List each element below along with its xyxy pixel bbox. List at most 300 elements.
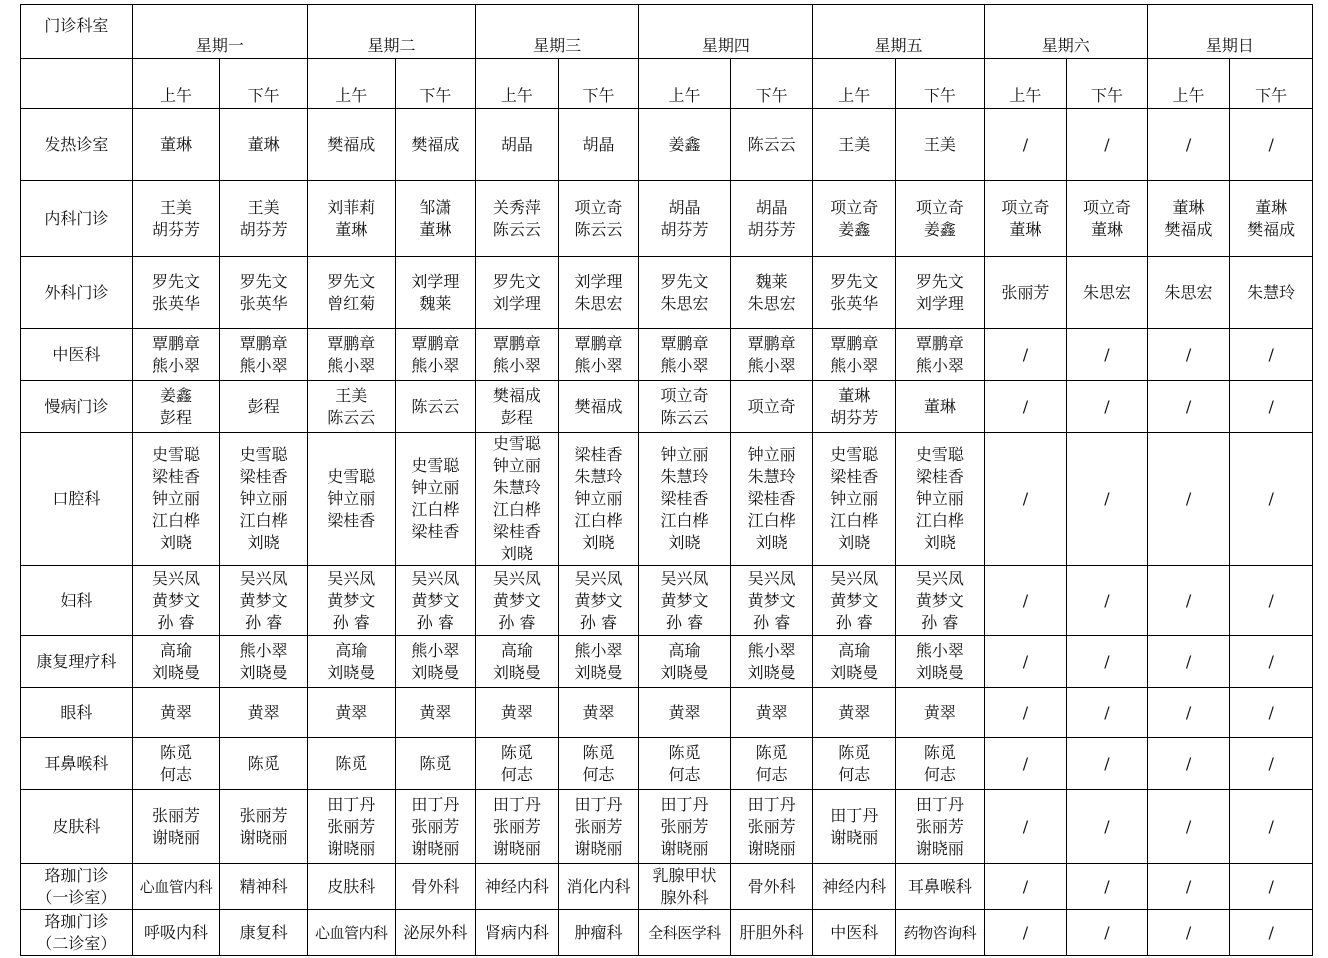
doctor-name: /: [1022, 590, 1029, 610]
doctor-name: 孙 睿: [498, 612, 536, 632]
doctor-name: 孙 睿: [157, 612, 195, 632]
schedule-cell: [132, 566, 220, 636]
schedule-cell: [395, 257, 476, 329]
schedule-cell: [896, 738, 985, 790]
day-header: 星期二: [307, 5, 475, 59]
doctor-name: 熊小翠: [152, 355, 201, 375]
dept-name-cell: [21, 910, 133, 956]
schedule-cell: [476, 790, 559, 864]
schedule-cell: [558, 381, 639, 433]
doctor-name: 康复科: [239, 922, 288, 942]
doctor-name: 谢晓丽: [411, 838, 460, 858]
doctor-name: 吴兴凤: [747, 568, 796, 588]
dept-name-cell: [21, 257, 133, 329]
doctor-name: 朱慧玲: [574, 467, 623, 486]
doctor-name: /: [1268, 134, 1274, 154]
schedule-cell: [984, 738, 1067, 790]
schedule-cell: [558, 566, 639, 636]
doctor-name: 何志: [160, 764, 193, 784]
schedule-cell: [1230, 109, 1313, 181]
doctor-name: 熊小翠: [660, 355, 709, 375]
schedule-cell: [476, 329, 559, 381]
schedule-cell: [896, 566, 985, 636]
schedule-cell: [307, 688, 395, 738]
schedule-cell: [1067, 329, 1148, 381]
doctor-name: 张丽芳: [411, 816, 460, 836]
doctor-name: 董琳: [1255, 197, 1288, 217]
schedule-cell: [220, 910, 308, 956]
doctor-name: 彭程: [160, 407, 193, 427]
doctor-name: 黄梦文: [574, 590, 623, 610]
doctor-name: 张英华: [830, 293, 879, 313]
schedule-cell: [639, 910, 731, 956]
doctor-name: 项立奇: [1001, 197, 1050, 217]
dept-name-line: 珞珈门诊: [44, 865, 109, 885]
dept-name-line: 发热诊室: [44, 134, 109, 154]
doctor-name: 熊小翠: [239, 640, 288, 660]
doctor-name: 姜鑫: [668, 134, 701, 154]
doctor-name: 董琳: [419, 219, 452, 239]
doctor-name: 刘晓曼: [411, 662, 460, 682]
schedule-cell: [395, 688, 476, 738]
doctor-name: /: [1268, 651, 1274, 671]
doctor-name: 张英华: [239, 293, 288, 313]
doctor-name: 孙 睿: [753, 612, 791, 632]
doctor-name: 钟立丽: [327, 489, 376, 508]
doctor-name: 黄梦文: [239, 590, 288, 610]
dept-name-line: 珞珈门诊: [44, 911, 109, 931]
doctor-name: 骨外科: [411, 876, 460, 896]
doctor-name: 梁桂香: [411, 522, 460, 541]
schedule-cell: [1230, 790, 1313, 864]
doctor-name: 谢晓丽: [492, 838, 541, 858]
doctor-name: 朱慧玲: [1247, 282, 1296, 302]
dept-name-line: 妇科: [60, 590, 93, 610]
doctor-name: 刘晓: [668, 533, 701, 552]
doctor-name: 项立奇: [574, 197, 623, 217]
doctor-name: 吴兴凤: [830, 568, 879, 588]
schedule-cell: [132, 790, 220, 864]
doctor-name: 黄梦文: [830, 590, 879, 610]
doctor-name: 陈云云: [660, 407, 709, 427]
day-header-row: [21, 5, 1313, 59]
doctor-name: 钟立丽: [152, 489, 201, 508]
doctor-name: 刘学理: [915, 293, 964, 313]
table-row: [21, 636, 1313, 688]
doctor-name: 项立奇: [660, 385, 709, 405]
schedule-cell: [1067, 790, 1148, 864]
doctor-name: 梁桂香: [574, 445, 623, 464]
schedule-cell: [558, 433, 639, 566]
doctor-name: 腺外科: [660, 887, 709, 907]
doctor-name: 肿瘤科: [574, 922, 623, 942]
doctor-name: /: [1022, 702, 1029, 722]
doctor-name: 熊小翠: [747, 355, 796, 375]
dept-name-line: 耳鼻喉科: [44, 753, 109, 773]
half-day-header-row: [21, 59, 1313, 109]
doctor-name: 乳腺甲状: [652, 865, 717, 885]
schedule-cell: [984, 257, 1067, 329]
schedule-cell: [730, 329, 813, 381]
schedule-cell: [395, 566, 476, 636]
doctor-name: 董琳: [247, 134, 280, 154]
doctor-name: 张丽芳: [1001, 282, 1050, 302]
doctor-name: 何志: [755, 764, 788, 784]
schedule-cell: [1147, 636, 1230, 688]
doctor-name: 孙 睿: [579, 612, 618, 632]
doctor-name: /: [1185, 396, 1192, 416]
schedule-cell: [984, 566, 1067, 636]
doctor-name: 高瑜: [838, 640, 871, 660]
schedule-cell: [220, 688, 308, 738]
doctor-name: 心血管内科: [315, 923, 388, 942]
dept-name-line: 眼科: [60, 702, 93, 722]
schedule-cell: [307, 566, 395, 636]
doctor-name: 谢晓丽: [747, 838, 796, 858]
table-row: [21, 738, 1313, 790]
schedule-cell: [1230, 181, 1313, 257]
doctor-name: 心血管内科: [139, 877, 213, 896]
doctor-name: 田丁丹: [492, 794, 541, 814]
schedule-cell: [476, 636, 559, 688]
schedule-cell: [896, 790, 985, 864]
schedule-cell: [1147, 181, 1230, 257]
doctor-name: 魏莱: [755, 271, 788, 291]
doctor-name: 田丁丹: [830, 805, 879, 825]
schedule-cell: [220, 790, 308, 864]
dept-name-line: （二诊室）: [36, 933, 117, 953]
doctor-name: 黄翠: [160, 702, 193, 722]
doctor-name: 王美: [838, 134, 871, 154]
doctor-name: 覃鹏章: [492, 333, 541, 353]
schedule-cell: [132, 433, 220, 566]
doctor-name: 王美: [923, 134, 956, 154]
dept-name-cell: [21, 566, 133, 636]
doctor-name: 何志: [668, 764, 701, 784]
schedule-cell: [1147, 910, 1230, 956]
doctor-name: /: [1268, 489, 1274, 508]
schedule-cell: [639, 181, 731, 257]
doctor-name: 曾红菊: [327, 293, 376, 313]
schedule-cell: [1230, 688, 1313, 738]
doctor-name: 黄翠: [755, 702, 788, 722]
schedule-cell: [813, 566, 896, 636]
schedule-cell: [220, 636, 308, 688]
schedule-cell: [984, 109, 1067, 181]
doctor-name: 田丁丹: [327, 794, 376, 814]
doctor-name: 刘菲莉: [327, 197, 376, 217]
schedule-cell: [307, 329, 395, 381]
doctor-name: 谢晓丽: [152, 827, 201, 847]
doctor-name: 刘晓: [755, 533, 788, 552]
schedule-cell: [730, 688, 813, 738]
doctor-name: 朱思宏: [747, 293, 796, 313]
doctor-name: 陈觅: [582, 742, 615, 762]
morning-header: 上午: [813, 59, 896, 109]
doctor-name: 刘学理: [574, 271, 623, 291]
schedule-cell: [639, 738, 731, 790]
doctor-name: 刘晓: [247, 533, 280, 552]
doctor-name: 精神科: [239, 876, 288, 896]
day-header: 星期五: [813, 5, 984, 59]
doctor-name: 刘晓曼: [239, 662, 288, 682]
doctor-name: 姜鑫: [923, 219, 956, 239]
doctor-name: 刘晓曼: [747, 662, 796, 682]
doctor-name: /: [1022, 922, 1029, 942]
doctor-name: 陈觅: [335, 753, 368, 773]
doctor-name: /: [1104, 590, 1110, 610]
doctor-name: 谢晓丽: [660, 838, 709, 858]
doctor-name: 胡芬芳: [747, 219, 796, 239]
doctor-name: 张丽芳: [492, 816, 541, 836]
schedule-cell: [984, 790, 1067, 864]
doctor-name: 泌尿外科: [403, 922, 468, 942]
schedule-cell: [813, 257, 896, 329]
schedule-cell: [395, 329, 476, 381]
dept-name-line: 外科门诊: [44, 282, 109, 302]
doctor-name: 罗先文: [660, 271, 709, 291]
doctor-name: 张丽芳: [915, 816, 964, 836]
doctor-name: /: [1185, 134, 1192, 154]
schedule-cell: [1147, 566, 1230, 636]
doctor-name: 江白桦: [915, 511, 964, 530]
doctor-name: 罗先文: [152, 271, 201, 291]
schedule-cell: [1067, 433, 1148, 566]
doctor-name: /: [1185, 876, 1192, 896]
doctor-name: 熊小翠: [327, 355, 376, 375]
doctor-name: 田丁丹: [660, 794, 709, 814]
doctor-name: 项立奇: [1082, 197, 1131, 217]
doctor-name: /: [1185, 489, 1192, 508]
doctor-name: 江白桦: [152, 511, 201, 530]
schedule-cell: [220, 381, 308, 433]
schedule-body: [21, 109, 1313, 956]
doctor-name: 王美: [247, 197, 280, 217]
schedule-cell: [730, 181, 813, 257]
doctor-name: /: [1268, 876, 1274, 896]
doctor-name: 何志: [582, 764, 615, 784]
doctor-name: 朱思宏: [1164, 282, 1213, 302]
schedule-cell: [730, 910, 813, 956]
doctor-name: 黄翠: [668, 702, 701, 722]
schedule-cell: [896, 381, 985, 433]
schedule-cell: [1067, 688, 1148, 738]
doctor-name: 刘学理: [411, 271, 460, 291]
schedule-cell: [307, 636, 395, 688]
doctor-name: 张丽芳: [239, 805, 288, 825]
doctor-name: 梁桂香: [239, 467, 288, 486]
doctor-name: 孙 睿: [921, 612, 959, 632]
doctor-name: 董琳: [838, 385, 871, 405]
doctor-name: 何志: [500, 764, 533, 784]
schedule-cell: [395, 381, 476, 433]
schedule-cell: [558, 738, 639, 790]
doctor-name: 张丽芳: [152, 805, 201, 825]
schedule-cell: [476, 109, 559, 181]
doctor-name: /: [1268, 753, 1274, 773]
doctor-name: 胡芬芳: [660, 219, 709, 239]
doctor-name: 全科医学科: [648, 923, 721, 942]
doctor-name: 皮肤科: [327, 876, 376, 896]
doctor-name: 消化内科: [566, 876, 631, 896]
table-row: [21, 257, 1313, 329]
schedule-cell: [1067, 566, 1148, 636]
day-header: 星期四: [639, 5, 813, 59]
schedule-cell: [1067, 109, 1148, 181]
doctor-name: 刘晓: [582, 533, 615, 552]
schedule-cell: [476, 688, 559, 738]
doctor-name: 胡晶: [500, 134, 533, 154]
doctor-name: 覃鹏章: [660, 333, 709, 353]
doctor-name: /: [1104, 396, 1110, 416]
doctor-name: 樊福成: [1247, 219, 1296, 239]
doctor-name: 刘晓曼: [152, 662, 201, 682]
schedule-cell: [1067, 181, 1148, 257]
schedule-cell: [558, 688, 639, 738]
doctor-name: /: [1022, 753, 1029, 773]
schedule-cell: [813, 433, 896, 566]
doctor-name: 张丽芳: [660, 816, 709, 836]
doctor-name: 董琳: [1090, 219, 1123, 239]
doctor-name: 高瑜: [500, 640, 533, 660]
doctor-name: 黄翠: [838, 702, 871, 722]
doctor-name: 关秀萍: [492, 197, 541, 217]
doctor-name: 罗先文: [327, 271, 376, 291]
doctor-name: 史雪聪: [327, 467, 376, 486]
blank-header-cell: [21, 59, 133, 109]
schedule-cell: [307, 738, 395, 790]
doctor-name: 梁桂香: [830, 467, 879, 486]
schedule-cell: [558, 636, 639, 688]
schedule-cell: [132, 910, 220, 956]
doctor-name: 胡芬芳: [152, 219, 201, 239]
doctor-name: 罗先文: [915, 271, 964, 291]
dept-name-cell: [21, 381, 133, 433]
doctor-name: 谢晓丽: [915, 838, 964, 858]
doctor-name: 钟立丽: [660, 445, 709, 464]
schedule-cell: [730, 109, 813, 181]
doctor-name: 张丽芳: [747, 816, 796, 836]
doctor-name: 谢晓丽: [327, 838, 376, 858]
doctor-name: 罗先文: [492, 271, 541, 291]
dept-name-cell: [21, 688, 133, 738]
schedule-cell: [1230, 738, 1313, 790]
doctor-name: 高瑜: [335, 640, 368, 660]
doctor-name: /: [1104, 651, 1110, 671]
doctor-name: 梁桂香: [492, 522, 541, 541]
doctor-name: /: [1185, 651, 1192, 671]
doctor-name: 谢晓丽: [830, 827, 879, 847]
schedule-cell: [1067, 910, 1148, 956]
schedule-cell: [395, 864, 476, 910]
doctor-name: 董琳: [335, 219, 368, 239]
doctor-name: 朱慧玲: [660, 467, 709, 486]
doctor-name: 王美: [335, 385, 368, 405]
doctor-name: 熊小翠: [830, 355, 879, 375]
dept-name-line: 康复理疗科: [36, 651, 117, 671]
doctor-name: 江白桦: [574, 511, 623, 530]
doctor-name: 史雪聪: [915, 445, 964, 464]
schedule-table: [20, 4, 1313, 956]
schedule-cell: [395, 910, 476, 956]
doctor-name: 刘晓: [500, 544, 533, 563]
doctor-name: 胡晶: [582, 134, 615, 154]
schedule-cell: [307, 257, 395, 329]
doctor-name: 史雪聪: [492, 434, 541, 453]
schedule-cell: [813, 738, 896, 790]
doctor-name: 吴兴凤: [574, 568, 623, 588]
doctor-name: 熊小翠: [411, 355, 460, 375]
doctor-name: /: [1104, 876, 1110, 896]
schedule-cell: [639, 636, 731, 688]
schedule-cell: [132, 636, 220, 688]
schedule-cell: [476, 181, 559, 257]
doctor-name: 梁桂香: [327, 511, 376, 530]
doctor-name: 王美: [160, 197, 193, 217]
day-header: 星期三: [476, 5, 639, 59]
doctor-name: 神经内科: [822, 876, 887, 896]
morning-header: 上午: [984, 59, 1067, 109]
schedule-cell: [896, 864, 985, 910]
doctor-name: 吴兴凤: [660, 568, 709, 588]
doctor-name: 黄梦文: [660, 590, 709, 610]
dept-name-cell: [21, 433, 133, 566]
schedule-cell: [307, 181, 395, 257]
doctor-name: 陈觅: [247, 753, 280, 773]
table-row: [21, 181, 1313, 257]
schedule-cell: [395, 636, 476, 688]
schedule-cell: [307, 433, 395, 566]
schedule-cell: [132, 109, 220, 181]
doctor-name: /: [1104, 922, 1110, 942]
schedule-cell: [476, 433, 559, 566]
doctor-name: 朱思宏: [1082, 282, 1131, 302]
afternoon-header: 下午: [730, 59, 813, 109]
schedule-cell: [395, 433, 476, 566]
doctor-name: 熊小翠: [747, 640, 796, 660]
doctor-name: 孙 睿: [835, 612, 873, 632]
schedule-cell: [220, 433, 308, 566]
doctor-name: 黄梦文: [492, 590, 541, 610]
doctor-name: 钟立丽: [574, 489, 623, 508]
doctor-name: 黄梦文: [327, 590, 376, 610]
doctor-name: /: [1268, 590, 1274, 610]
doctor-name: 熊小翠: [915, 640, 964, 660]
schedule-cell: [558, 257, 639, 329]
table-row: [21, 109, 1313, 181]
schedule-cell: [984, 181, 1067, 257]
schedule-cell: [220, 181, 308, 257]
doctor-name: /: [1268, 344, 1274, 364]
doctor-name: 孙 睿: [666, 612, 704, 632]
doctor-name: 药物咨询科: [903, 923, 977, 942]
doctor-name: 魏莱: [419, 293, 452, 313]
schedule-cell: [307, 381, 395, 433]
schedule-cell: [1230, 433, 1313, 566]
schedule-cell: [1230, 381, 1313, 433]
doctor-name: 刘晓曼: [327, 662, 376, 682]
doctor-name: 钟立丽: [830, 489, 879, 508]
doctor-name: 史雪聪: [411, 456, 460, 475]
doctor-name: /: [1104, 134, 1110, 154]
schedule-cell: [132, 688, 220, 738]
schedule-cell: [984, 636, 1067, 688]
doctor-name: 朱思宏: [660, 293, 709, 313]
schedule-cell: [132, 864, 220, 910]
schedule-cell: [1230, 566, 1313, 636]
schedule-cell: [730, 790, 813, 864]
doctor-name: 彭程: [247, 396, 280, 416]
